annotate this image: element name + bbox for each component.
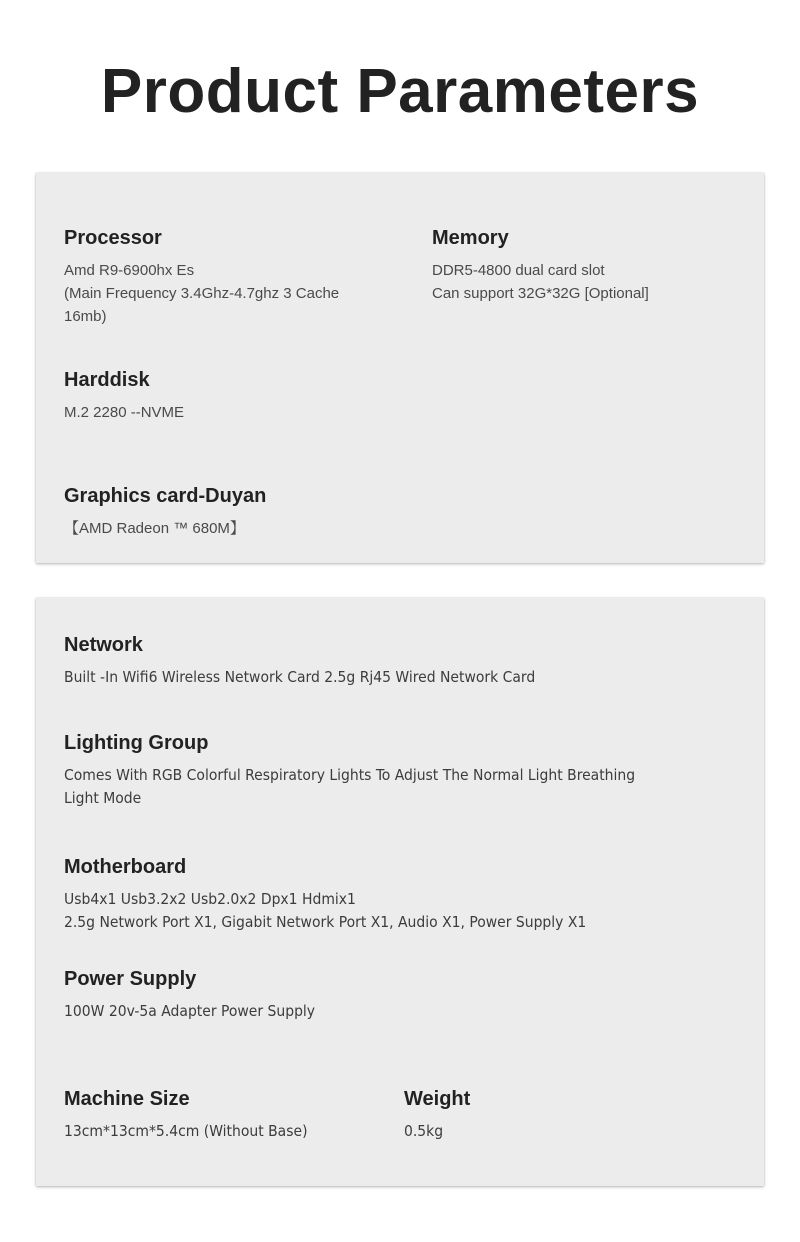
spec-motherboard bbox=[64, 855, 586, 934]
spec-value-line: 100W 20v-5a Adapter Power Supply bbox=[64, 1002, 316, 1020]
spec-value-line: 16mb) bbox=[64, 308, 107, 325]
spec-value bbox=[64, 1000, 315, 1023]
specs-panel-connectivity bbox=[36, 598, 764, 1186]
spec-value bbox=[64, 1120, 308, 1143]
page-title: Product Parameters bbox=[100, 57, 700, 126]
spec-label: Graphics card-Duyan bbox=[64, 485, 267, 507]
spec-machine-size bbox=[64, 1087, 308, 1143]
spec-power-supply bbox=[64, 967, 315, 1023]
spec-label: Memory bbox=[432, 227, 509, 249]
spec-value-line: (Main Frequency 3.4Ghz-4.7ghz 3 Cache bbox=[64, 285, 340, 302]
spec-value bbox=[432, 259, 649, 305]
spec-label: Power Supply bbox=[64, 968, 197, 990]
spec-value-line: Can support 32G*32G [Optional] bbox=[432, 285, 649, 302]
spec-value-line: 【AMD Radeon ™ 680M】 bbox=[64, 520, 245, 537]
spec-value-line: Usb4x1 Usb3.2x2 Usb2.0x2 Dpx1 Hdmix1 bbox=[64, 890, 356, 908]
spec-lighting-group bbox=[64, 731, 635, 810]
spec-label: Network bbox=[64, 634, 143, 656]
spec-value-line: 2.5g Network Port X1, Gigabit Network Port X1, Audio X1, Power Supply X1 bbox=[64, 913, 587, 931]
spec-label: Processor bbox=[64, 227, 162, 249]
spec-value-line: Comes With RGB Colorful Respiratory Lights To Adjust The Normal Light Breathing bbox=[64, 766, 636, 784]
spec-processor bbox=[64, 226, 339, 328]
spec-value bbox=[64, 666, 535, 689]
spec-value-line: M.2 2280 --NVME bbox=[64, 404, 185, 421]
spec-harddisk bbox=[64, 368, 184, 424]
spec-value bbox=[64, 764, 635, 810]
spec-value-line: 13cm*13cm*5.4cm (Without Base) bbox=[64, 1122, 308, 1140]
spec-memory bbox=[432, 226, 649, 305]
spec-label: Lighting Group bbox=[64, 732, 209, 754]
spec-weight bbox=[404, 1087, 470, 1143]
spec-label: Motherboard bbox=[64, 856, 187, 878]
spec-value-line: Light Mode bbox=[64, 789, 142, 807]
spec-value-line: 0.5kg bbox=[404, 1122, 444, 1140]
spec-value bbox=[64, 259, 339, 328]
spec-network bbox=[64, 633, 535, 689]
spec-value bbox=[64, 401, 184, 424]
spec-label: Harddisk bbox=[64, 369, 150, 391]
specs-panel-hardware bbox=[36, 173, 764, 563]
spec-value-line: Built -In Wifi6 Wireless Network Card 2.5g Rj45 Wired Network Card bbox=[64, 668, 536, 686]
spec-label: Machine Size bbox=[64, 1088, 190, 1110]
spec-label: Weight bbox=[404, 1088, 471, 1110]
spec-graphics-card bbox=[64, 484, 266, 540]
spec-value-line: Amd R9-6900hx Es bbox=[64, 262, 195, 279]
spec-value-line: DDR5-4800 dual card slot bbox=[432, 262, 605, 279]
spec-value bbox=[64, 888, 586, 934]
spec-value bbox=[404, 1120, 470, 1143]
spec-value bbox=[64, 517, 266, 540]
